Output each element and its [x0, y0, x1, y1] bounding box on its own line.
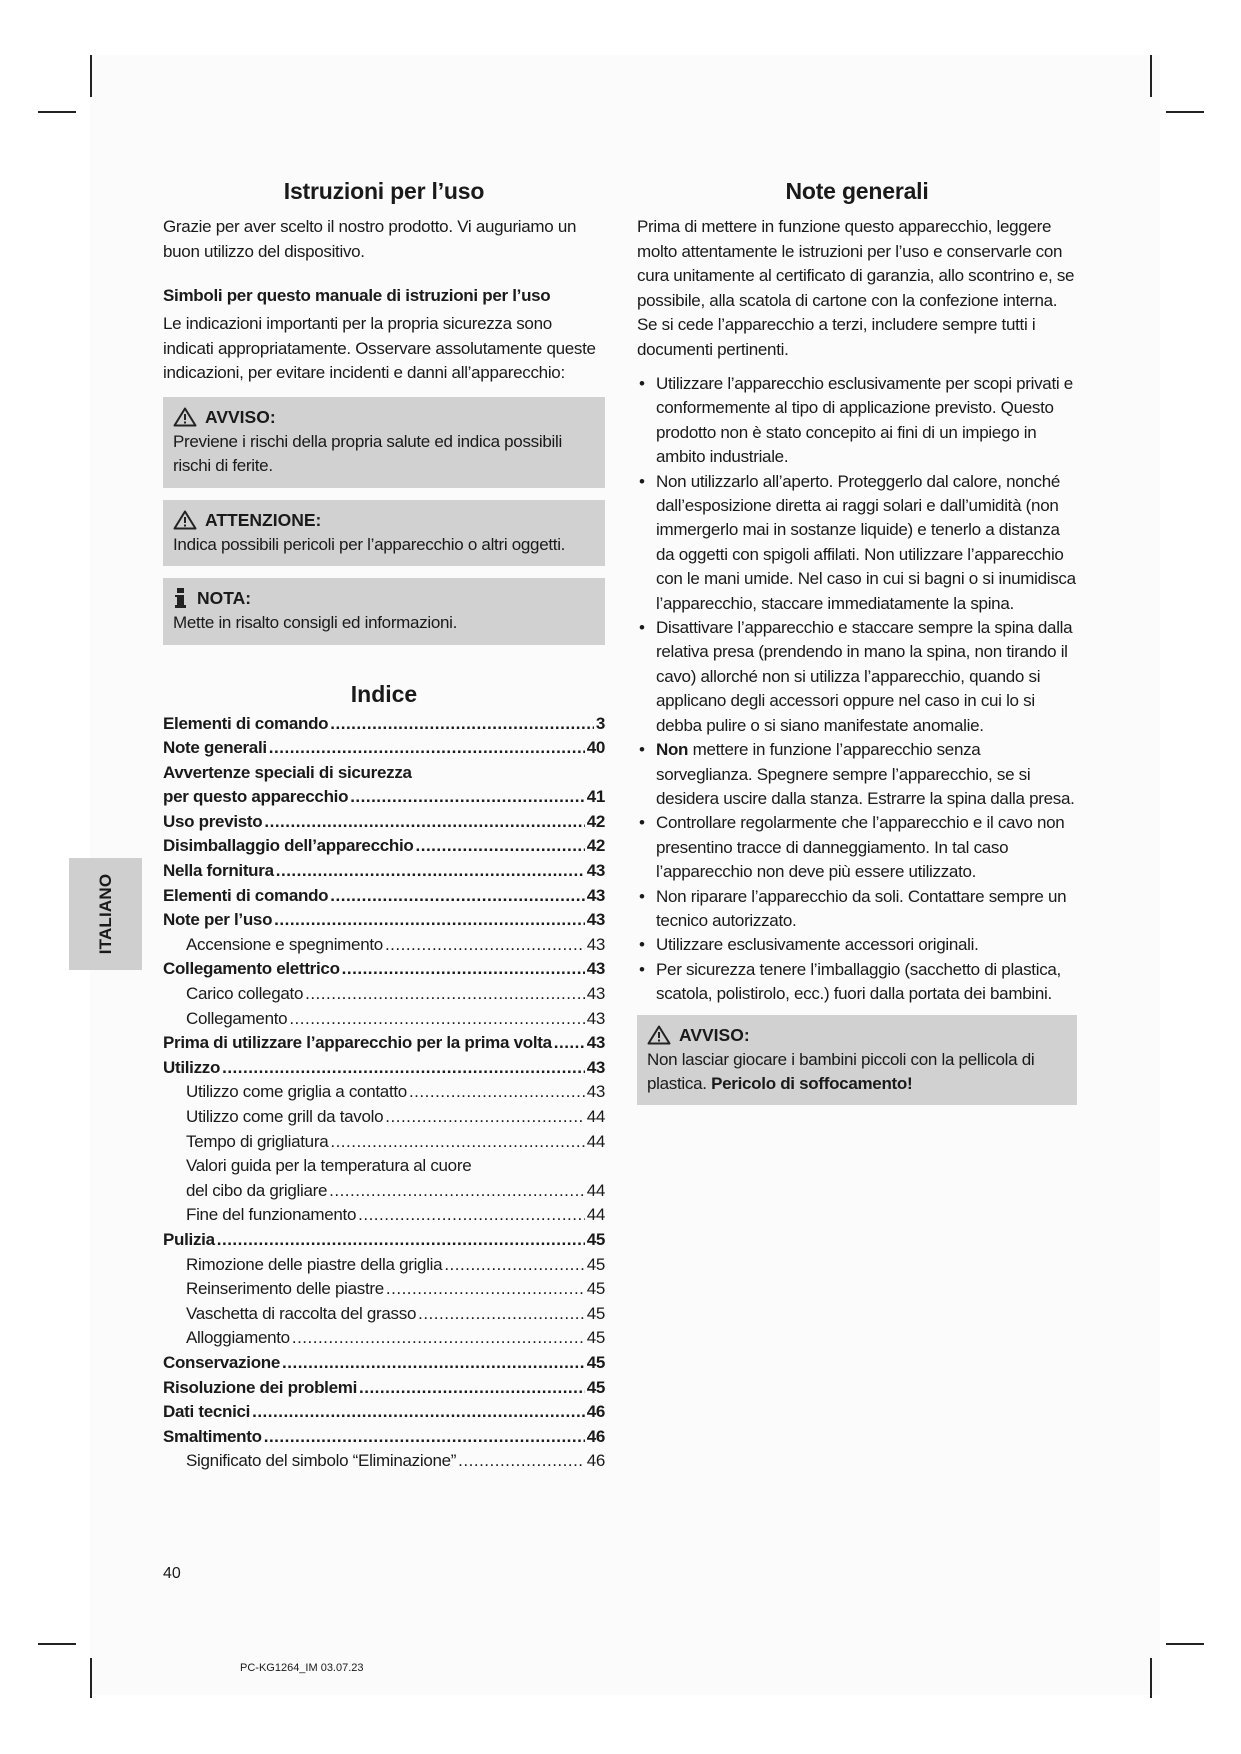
toc-entry-label: Risoluzione dei problemi [163, 1377, 357, 1397]
safety-bullet-text: Non utilizzarlo all’aperto. Proteggerlo dal calore, nonché dall’esposizione diretta ai raggi solari e dall’umidità (non immergerlo mai in sostanze liquide) e tenerlo a distanza da oggetti con spigoli affilati. Non utilizzare l’apparecchio con le mani umide. Nel caso in cui si bagni o si inumidisca l’apparecchio, staccare immediatamente la spina. [656, 471, 1076, 613]
toc-entry-label: Utilizzo come grill da tavolo [186, 1107, 384, 1126]
toc-entry-page: 43 [586, 959, 605, 979]
toc-leader-dots [418, 1302, 585, 1327]
caution-box-title: ATTENZIONE: [205, 509, 322, 530]
toc-entry-label: Reinserimento delle piastre [186, 1279, 384, 1299]
toc-entry [163, 1376, 605, 1401]
warning-box-text: Previene i rischi della propria salute ed indica possibili rischi di ferite. [173, 431, 562, 475]
toc-leader-dots [264, 1425, 585, 1450]
safety-bullet [637, 885, 1077, 934]
toc-entry [163, 1425, 605, 1450]
toc-entry-label: Elementi di comando [163, 885, 329, 905]
suffocation-warning-text [647, 1048, 1067, 1097]
safety-bullet-text: mettere in funzione l’apparecchio senza sorveglianza. Spegnere sempre l’apparecchio, se si desidera uscire dalla stanza. Estrarre la spina dalla presa. [656, 740, 1075, 808]
toc-entry-page: 45 [586, 1303, 605, 1323]
safety-bullet [637, 470, 1077, 616]
safety-bullet [637, 738, 1077, 811]
safety-bullet-text: Utilizzare l’apparecchio esclusivamente per scopi privati e conformemente al tipo di applicazione previsto. Questo prodotto non è stato concepito ai fini di un impiego in ambito industriale. [656, 374, 1073, 467]
toc-leader-dots [282, 1351, 585, 1376]
toc-entry-page: 45 [586, 1352, 605, 1372]
note-box-text: Mette in risalto consigli ed informazioni. [173, 613, 458, 632]
toc-entry-page: 44 [586, 1205, 605, 1225]
toc-entry-page: 45 [586, 1377, 605, 1397]
toc-leader-dots [416, 834, 585, 859]
toc-entry-label: Pulizia [163, 1229, 215, 1249]
toc-entry-page: 46 [586, 1451, 605, 1471]
toc-leader-dots [289, 1007, 584, 1032]
toc-entry-page: 45 [586, 1229, 605, 1249]
toc-entry-label: Disimballaggio dell’apparecchio [163, 836, 414, 856]
toc-entry-label: Smaltimento [163, 1426, 262, 1446]
language-side-tab [69, 858, 142, 970]
toc-entry-page: 45 [586, 1328, 605, 1348]
toc-leader-dots [458, 1449, 585, 1474]
toc-leader-dots [386, 1277, 585, 1302]
toc-leader-dots [269, 736, 585, 761]
toc-entry [163, 908, 605, 933]
toc-entry [163, 1253, 605, 1278]
crop-mark [38, 111, 76, 113]
toc-leader-dots [330, 884, 584, 909]
toc-entry-label: Carico collegato [186, 984, 304, 1004]
toc-leader-dots [385, 933, 585, 958]
suffocation-warning-plain: Non lasciar giocare i bambini piccoli con la pellicola di plastica. [647, 1049, 1035, 1094]
toc-entry-label: Utilizzo come griglia a contatto [186, 1082, 407, 1102]
crop-mark [1150, 1658, 1152, 1698]
toc-entry-label: Dati tecnici [163, 1402, 251, 1422]
toc-entry-page: 43 [586, 861, 605, 881]
toc-entry-page: 43 [586, 934, 605, 954]
toc-leader-dots [329, 1179, 585, 1204]
toc-entry-page: 42 [586, 811, 605, 831]
toc-entry-page: 46 [586, 1426, 605, 1446]
toc-entry-page: 43 [586, 1033, 605, 1053]
warning-box-title: AVVISO: [205, 406, 276, 427]
toc-title: Indice [350, 680, 418, 707]
toc-entry [163, 859, 605, 884]
toc-entry [163, 1056, 605, 1081]
toc-leader-dots [350, 785, 585, 810]
toc-leader-dots [330, 1130, 584, 1155]
footer-document-code: PC-KG1264_IM 03.07.23 [240, 1662, 364, 1674]
page-number: 40 [163, 1565, 181, 1582]
toc-leader-dots [342, 957, 585, 982]
toc-entry-label: Uso previsto [163, 811, 263, 831]
symbols-heading: Simboli per questo manuale di istruzioni per l’uso [163, 286, 551, 305]
suffocation-warning-bold: Pericolo di soffocamento! [711, 1074, 913, 1094]
toc-entry [163, 712, 605, 737]
toc-entry-page: 40 [586, 738, 605, 758]
language-label: ITALIANO [95, 873, 115, 955]
general-notes-intro: Prima di mettere in funzione questo apparecchio, leggere molto attentamente le istruzioni per l’uso e conservarle con cura unitamente al certificato di garanzia, allo scontrino e, se possibile, alla scatola di cartone con la confezione interna. Se si cede l’apparecchio a terzi, includere sempre tutti i documenti pertinenti. [637, 217, 1075, 359]
crop-mark [1150, 55, 1152, 97]
toc-entry [163, 761, 605, 786]
safety-bullet-text: Controllare regolarmente che l’apparecchio e il cavo non presentino tracce di danneggiamento. In tal caso l’apparecchio non deve più essere utilizzato. [656, 813, 1065, 882]
safety-bullet [637, 811, 1077, 884]
crop-mark [1166, 1643, 1204, 1645]
safety-bullet-bold: Non [656, 740, 689, 760]
toc-entry [163, 1228, 605, 1253]
caution-triangle-icon [173, 510, 197, 530]
toc-entry-label: del cibo da grigliare [186, 1180, 328, 1200]
toc-entry [163, 785, 605, 810]
toc-entry-page: 44 [586, 1131, 605, 1151]
toc-entry-page: 41 [586, 787, 605, 807]
safety-bullet-text: Utilizzare esclusivamente accessori originali. [656, 935, 979, 955]
toc-leader-dots [276, 859, 585, 884]
toc-leader-dots [330, 712, 594, 737]
crop-mark [1166, 111, 1204, 113]
safety-bullet [637, 616, 1077, 738]
toc-leader-dots [222, 1056, 585, 1081]
safety-bullet [637, 958, 1077, 1007]
toc-entry-page: 43 [586, 885, 605, 905]
toc-entry [163, 1351, 605, 1376]
toc-entry-label: Avvertenze speciali di sicurezza [163, 762, 412, 782]
toc-entry [163, 982, 605, 1007]
toc-entry-label: Rimozione delle piastre della griglia [186, 1254, 443, 1274]
toc-entry-label: per questo apparecchio [163, 787, 349, 807]
toc-leader-dots [305, 982, 585, 1007]
toc-entry [163, 1080, 605, 1105]
toc-entry-label: Note per l’uso [163, 910, 273, 930]
toc-leader-dots [409, 1080, 585, 1105]
toc-entry-label: Valori guida per la temperatura al cuore [186, 1156, 472, 1176]
toc-leader-dots [274, 908, 585, 933]
toc-entry-label: Significato del simbolo “Eliminazione” [186, 1451, 457, 1471]
toc-entry-page: 44 [586, 1107, 605, 1126]
warning-triangle-icon [647, 1025, 671, 1045]
toc-leader-dots [358, 1203, 585, 1228]
info-icon [173, 587, 189, 609]
toc-entry [163, 1179, 605, 1204]
toc-leader-dots [444, 1253, 584, 1278]
intro-text: Grazie per aver scelto il nostro prodotto. Vi auguriamo un buon utilizzo del dispositivo. [163, 217, 577, 261]
toc-entry-label: Utilizzo [163, 1057, 221, 1077]
caution-box [163, 500, 605, 567]
toc-entry [163, 1105, 605, 1130]
suffocation-warning-box [637, 1015, 1077, 1105]
crop-mark [90, 55, 92, 97]
toc-entry-page: 44 [586, 1180, 605, 1200]
toc-leader-dots [252, 1400, 585, 1425]
toc-leader-dots [359, 1376, 585, 1401]
toc-entry-label: Collegamento [186, 1008, 288, 1028]
safety-bullet [637, 372, 1077, 470]
toc-entry-page: 43 [586, 910, 605, 930]
toc-entry-label: Tempo di grigliatura [186, 1131, 329, 1151]
toc-entry [163, 1031, 605, 1056]
section-title-general-notes: Note generali [785, 178, 929, 204]
toc-leader-dots [554, 1031, 585, 1056]
caution-box-text: Indica possibili pericoli per l’apparecchio o altri oggetti. [173, 534, 566, 554]
toc-entry [163, 1203, 605, 1228]
toc-entry [163, 810, 605, 835]
toc-entry-page: 43 [586, 984, 605, 1004]
table-of-contents [163, 712, 605, 1474]
toc-entry [163, 1130, 605, 1155]
toc-entry-label: Collegamento elettrico [163, 959, 340, 979]
toc-entry-page: 43 [586, 1008, 605, 1028]
safety-bullet-list [637, 372, 1077, 1007]
toc-entry-page: 46 [586, 1402, 605, 1422]
toc-leader-dots [385, 1105, 584, 1130]
symbols-text: Le indicazioni importanti per la propria sicurezza sono indicati appropriatamente. Osservare assolutamente queste indicazioni, per evitare incidenti e danni all’apparecchio: [163, 314, 596, 382]
toc-entry-page: 3 [595, 713, 605, 733]
toc-entry-label: Nella fornitura [163, 861, 274, 881]
warning-triangle-icon [173, 407, 197, 427]
toc-leader-dots [264, 810, 584, 835]
toc-entry [163, 933, 605, 958]
safety-bullet-text: Disattivare l’apparecchio e staccare sempre la spina dalla relativa presa (prendendo in mano la spina, non tirando il cavo) allorché non si utilizza l’apparecchio, quando si applicano degli accessori oppure nel caso in cui lo si debba pulire o si siano manifestate anomalie. [656, 618, 1073, 735]
toc-entry-page: 45 [586, 1279, 605, 1299]
toc-entry [163, 957, 605, 982]
note-box-title: NOTA: [197, 588, 252, 608]
note-box [163, 578, 605, 645]
toc-entry-label: Accensione e spegnimento [186, 934, 383, 954]
toc-entry [163, 1449, 605, 1474]
toc-entry [163, 1277, 605, 1302]
toc-entry-label: Fine del funzionamento [186, 1205, 357, 1225]
right-column [637, 178, 1077, 1105]
toc-entry [163, 834, 605, 859]
crop-mark [90, 1658, 92, 1698]
toc-entry-page: 42 [586, 836, 605, 856]
safety-bullet [637, 933, 1077, 957]
toc-entry-page: 43 [586, 1057, 605, 1077]
toc-entry-label: Prima di utilizzare l’apparecchio per la prima volta [163, 1033, 552, 1053]
toc-entry-label: Vaschetta di raccolta del grasso [186, 1303, 417, 1323]
toc-entry-page: 45 [586, 1254, 605, 1274]
toc-leader-dots [217, 1228, 585, 1253]
toc-entry-page: 43 [586, 1082, 605, 1102]
toc-entry [163, 1326, 605, 1351]
toc-entry [163, 884, 605, 909]
toc-entry [163, 1400, 605, 1425]
toc-entry [163, 1154, 605, 1179]
crop-mark [38, 1643, 76, 1645]
toc-entry-label: Elementi di comando [163, 713, 329, 733]
section-title-instructions: Istruzioni per l’uso [283, 178, 485, 204]
warning-box [163, 397, 605, 488]
toc-leader-dots [292, 1326, 585, 1351]
toc-entry-label: Alloggiamento [186, 1328, 290, 1348]
toc-entry-label: Conservazione [163, 1352, 281, 1372]
suffocation-warning-title: AVVISO: [679, 1024, 750, 1045]
toc-entry-label: Note generali [163, 738, 267, 758]
left-column [163, 178, 605, 1474]
toc-entry [163, 1302, 605, 1327]
toc-entry [163, 736, 605, 761]
safety-bullet-text: Non riparare l’apparecchio da soli. Contattare sempre un tecnico autorizzato. [656, 886, 1067, 930]
safety-bullet-text: Per sicurezza tenere l’imballaggio (sacchetto di plastica, scatola, polistirolo, ecc.) fuori dalla portata dei bambini. [656, 959, 1061, 1004]
toc-entry [163, 1007, 605, 1032]
